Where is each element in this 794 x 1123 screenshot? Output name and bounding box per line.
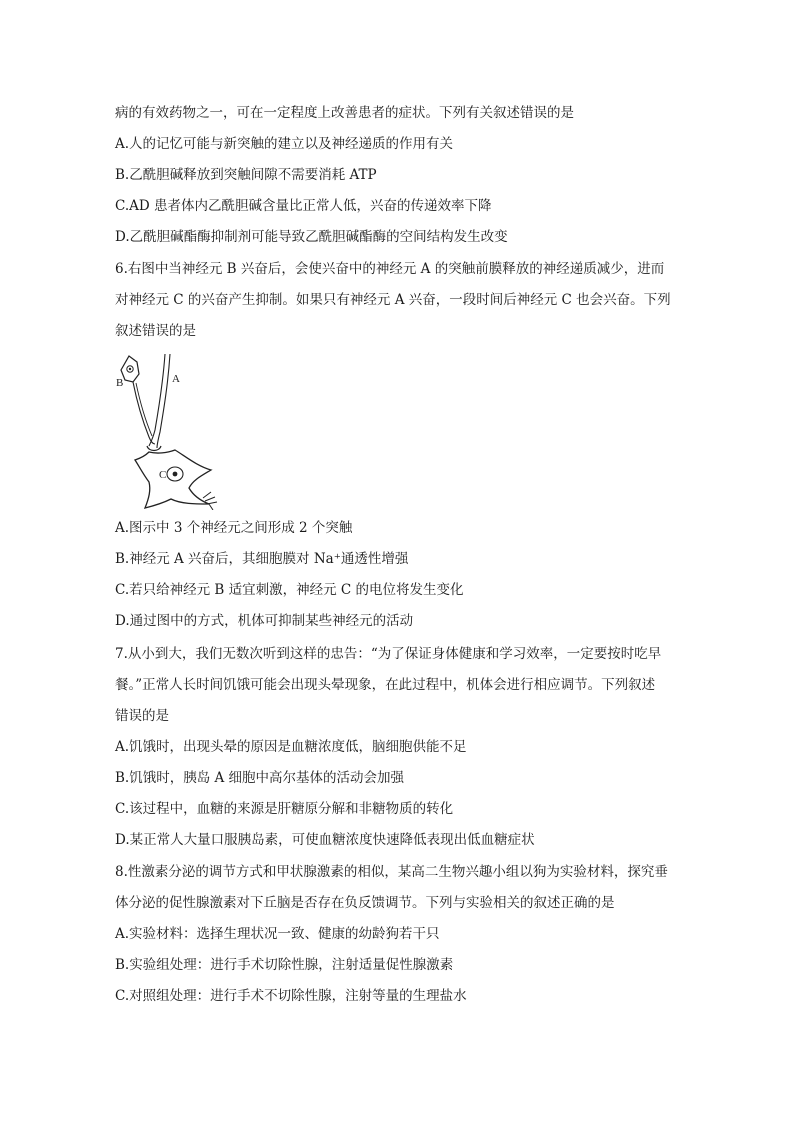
q7-stem-line-2: 餐。”正常人长时间饥饿可能会出现头晕现象，在此过程中，机体会进行相应调节。下列叙述 xyxy=(115,677,656,693)
q5-option-c: C.AD 患者体内乙酰胆碱含量比正常人低，兴奋的传递效率下降 xyxy=(115,198,492,214)
q6-option-b: B.神经元 A 兴奋后，其细胞膜对 Na⁺通透性增强 xyxy=(115,551,409,567)
q6-stem-line-2: 对神经元 C 的兴奋产生抑制。如果只有神经元 A 兴奋，一段时间后神经元 C 也会兴奋。下列 xyxy=(115,292,671,308)
q7-option-d: D.某正常人大量口服胰岛素，可使血糖浓度快速降低表现出低血糖症状 xyxy=(115,832,535,848)
q7-option-c: C.该过程中，血糖的来源是肝糖原分解和非糖物质的转化 xyxy=(115,801,454,817)
neuron-b-axon-inner xyxy=(136,383,152,436)
neuron-b-nucleolus xyxy=(129,368,131,370)
q6-option-c: C.若只给神经元 B 适宜刺激，神经元 C 的电位将发生变化 xyxy=(115,582,464,598)
neuron-c-body xyxy=(135,450,211,508)
q5-stem-continued: 病的有效药物之一，可在一定程度上改善患者的症状。下列有关叙述错误的是 xyxy=(115,105,574,121)
neuron-c-nucleolus xyxy=(173,472,178,477)
q6-stem-line-3: 叙述错误的是 xyxy=(115,323,196,339)
q8-option-a: A.实验材料：选择生理状况一致、健康的幼龄狗若干只 xyxy=(115,926,440,942)
q7-option-b: B.饥饿时，胰岛 A 细胞中高尔基体的活动会加强 xyxy=(115,770,405,786)
q5-option-b: B.乙酰胆碱释放到突触间隙不需要消耗 ATP xyxy=(115,167,377,183)
label-a: A xyxy=(172,373,180,385)
q6-option-d: D.通过图中的方式，机体可抑制某些神经元的活动 xyxy=(115,613,414,629)
q7-stem-line-1: 7.从小到大，我们无数次听到这样的忠告：“为了保证身体健康和学习效率，一定要按时吃早 xyxy=(115,646,662,662)
q8-option-b: B.实验组处理：进行手术切除性腺，注射适量促性腺激素 xyxy=(115,957,454,973)
q5-option-a: A.人的记忆可能与新突触的建立以及神经递质的作用有关 xyxy=(115,136,454,152)
q8-option-c: C.对照组处理：进行手术不切除性腺，注射等量的生理盐水 xyxy=(115,988,467,1004)
label-b: B xyxy=(116,377,124,389)
neuron-a-axon xyxy=(149,354,165,446)
q5-option-d: D.乙酰胆碱酯酶抑制剂可能导致乙酰胆碱酯酶的空间结构发生改变 xyxy=(115,229,508,245)
label-c: C xyxy=(159,469,167,481)
q8-stem-line-1: 8.性激素分泌的调节方式和甲状腺激素的相似，某高二生物兴趣小组以狗为实验材料，探究垂 xyxy=(115,864,668,880)
q6-option-a: A.图示中 3 个神经元之间形成 2 个突触 xyxy=(115,520,353,536)
neuron-diagram-svg xyxy=(115,352,230,510)
neuron-c-dendrites xyxy=(203,492,217,510)
neuron-diagram xyxy=(115,352,230,510)
q7-option-a: A.饥饿时，出现头晕的原因是血糖浓度低，脑细胞供能不足 xyxy=(115,739,467,755)
q6-stem-line-1: 6.右图中当神经元 B 兴奋后，会使兴奋中的神经元 A 的突触前膜释放的神经递质减少，进而 xyxy=(115,261,665,277)
q7-stem-line-3: 错误的是 xyxy=(115,708,169,724)
synapse-terminal xyxy=(147,446,161,451)
q8-stem-line-2: 体分泌的促性腺激素对下丘脑是否存在负反馈调节。下列与实验相关的叙述正确的是 xyxy=(115,895,615,911)
